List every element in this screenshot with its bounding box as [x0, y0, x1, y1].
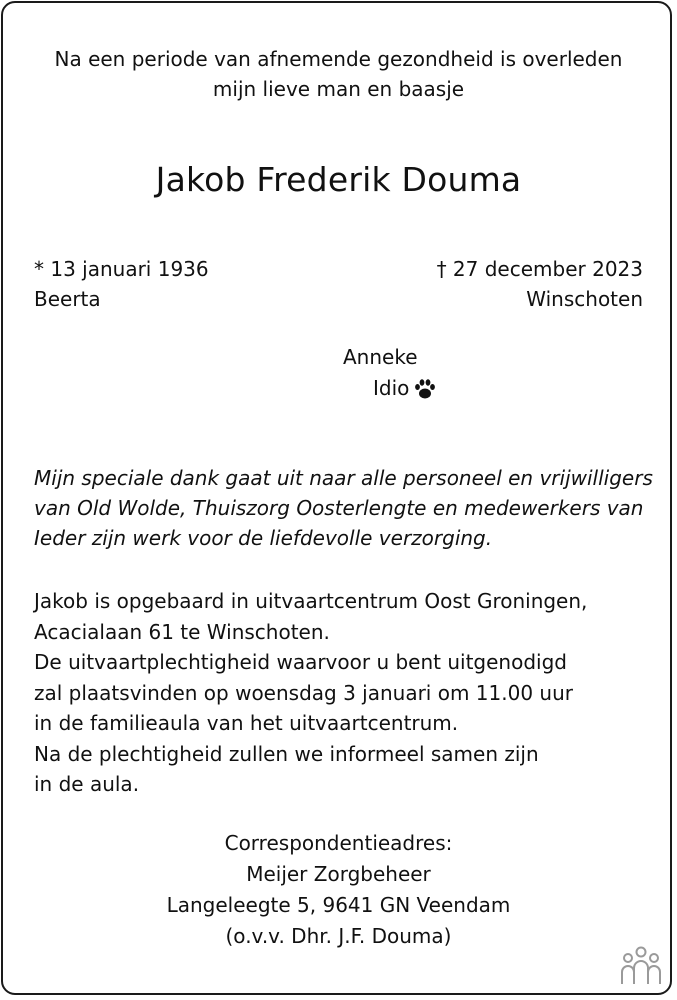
birth-date: * 13 januari 1936 — [34, 257, 209, 281]
birth-info — [34, 254, 209, 314]
thanks-line: Ieder zijn werk voor de liefdevolle verzorging. — [34, 526, 493, 550]
service-line: in de familieaula van het uitvaartcentrum. — [34, 711, 459, 735]
thanks-line: van Old Wolde, Thuiszorg Oosterlengte en medewerkers van — [34, 496, 644, 520]
death-date: † 27 december 2023 — [436, 257, 643, 281]
intro-text — [0, 44, 677, 104]
service-line: Jakob is opgebaard in uitvaartcentrum Oost Groningen, — [34, 589, 588, 613]
address-line-1: Meijer Zorgbeheer — [246, 862, 431, 886]
intro-line-2: mijn lieve man en baasje — [212, 77, 465, 101]
family-names — [343, 342, 437, 404]
address-heading: Correspondentieadres: — [224, 831, 453, 855]
deceased-name: Jakob Frederik Douma — [155, 160, 522, 199]
family-name-1: Anneke — [343, 345, 418, 369]
service-line: in de aula. — [34, 772, 140, 796]
thanks-line: Mijn speciale dank gaat uit naar alle personeel en vrijwilligers — [34, 466, 653, 490]
birth-place: Beerta — [34, 287, 101, 311]
family-name-2: Idio — [373, 376, 410, 400]
address-line-2: Langeleegte 5, 9641 GN Veendam — [166, 893, 511, 917]
service-info — [34, 586, 654, 800]
service-line: Na de plechtigheid zullen we informeel samen zijn — [34, 741, 539, 766]
death-place: Winschoten — [526, 287, 643, 311]
death-info — [437, 254, 643, 314]
address-line-3: (o.v.v. Dhr. J.F. Douma) — [225, 924, 452, 948]
people-logo-icon — [618, 944, 664, 990]
service-line: zal plaatsvinden op woensdag 3 januari om 11.00 uur — [34, 680, 573, 705]
thanks-text — [34, 463, 654, 553]
family-line-2 — [343, 373, 437, 404]
intro-line-1: Na een periode van afnemende gezondheid is overleden — [54, 47, 623, 71]
correspondence-address — [0, 828, 677, 952]
service-line: De uitvaartplechtigheid waarvoor u bent uitgenodigd — [34, 650, 567, 674]
service-line: Acacialaan 61 te Winschoten. — [34, 619, 330, 644]
paw-icon — [413, 377, 437, 401]
